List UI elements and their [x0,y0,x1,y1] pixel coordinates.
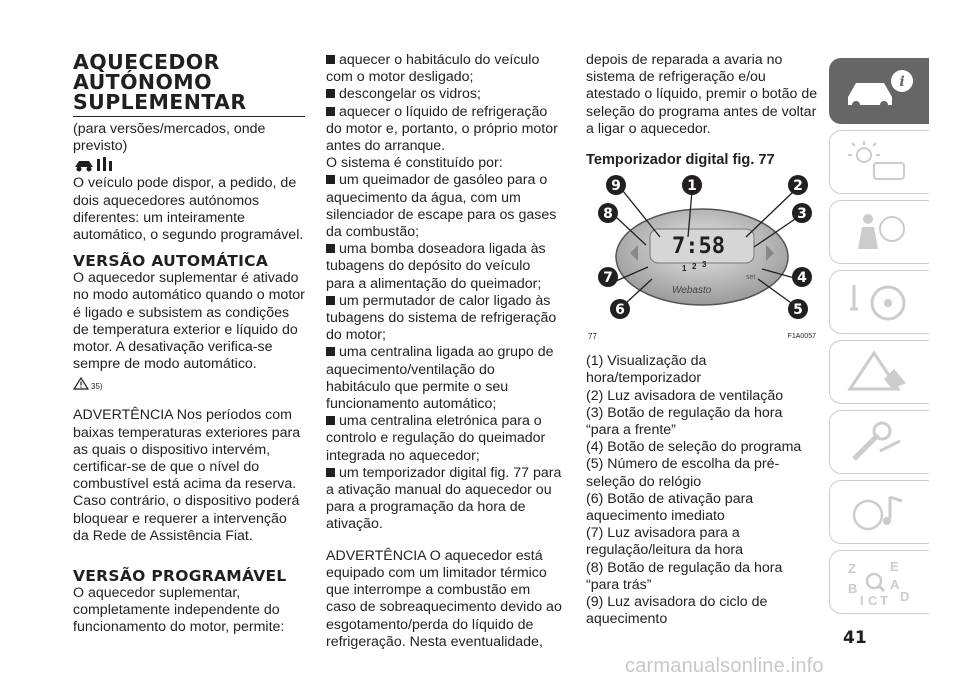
chapter-tabs [829,58,929,620]
heading-timer: Temporizador digital fig. 77 [586,152,775,169]
car-info-icon [844,67,916,117]
legend-item: (3) Botão de regulação da hora “para a frente” [586,404,783,439]
paragraph: depois de reparada a avaria no sistema de refrigeração e/ou atestado o líquido, premir o botão de seleção do programa antes de voltar a ligar o aquecedor. [586,52,818,137]
bullet-icon [326,89,335,98]
page-number: 41 [843,628,867,648]
bullet-icon [326,175,335,184]
tab-maintenance[interactable] [829,410,929,474]
bullet-item: aquecer o habitáculo do veículo com o motor desligado; [326,52,540,86]
watermark-text: carmanualsonline.info [625,655,824,677]
steering-key-icon [844,279,916,327]
callout-7: 7 [603,270,613,287]
paragraph: O aquecedor suplementar é ativado no modo automático quando o motor é ligado e subsistem as condições de temperatura exterior e líquido do motor. A desativação verifica-se sempre de modo automático. [73,270,305,373]
warning-triangle-icon [73,377,89,390]
display-time: 7:58 [672,234,725,260]
legend-item: (4) Botão de seleção do programa [586,439,802,456]
bullet-item: aquecer o líquido de refrigeração do motor e, portanto, o próprio motor antes do arranque. [326,103,558,155]
bullet-icon [326,55,335,64]
tab-starting[interactable] [829,270,929,334]
airbag-safety-icon [844,209,916,257]
callout-3: 3 [797,206,807,223]
multimedia-icon [844,489,916,537]
tab-index[interactable] [829,550,929,614]
callout-8: 8 [603,206,613,223]
warning-road-icon [844,349,916,397]
bullet-icon [326,244,335,253]
column-right [586,52,818,628]
bullet-item: uma bomba doseadora ligada às tubagens do depósito do veículo para a alimentação do queimador; [326,241,546,292]
svg-text:Z: Z [848,561,856,576]
legend-item: (7) Luz avisadora para a regulação/leitura da hora [586,525,743,559]
legend-item: (6) Botão de ativação para aquecimento imediato [586,490,754,525]
column-middle [326,52,562,651]
paragraph: O aquecedor suplementar, completamente independente do funcionamento do motor, permite: [73,585,285,636]
index-letters-icon [844,559,916,609]
legend-item: (5) Número de escolha da pré-seleção do relógio [586,456,780,490]
callout-9: 9 [611,178,621,195]
tab-multimedia[interactable] [829,480,929,544]
bullet-item: um permutador de calor ligado às tubagens do sistema de refrigeração do motor; [326,292,557,344]
svg-text:I: I [860,593,864,608]
bullet-item: descongelar os vidros; [326,86,562,103]
brand-logo: Webasto [672,285,712,297]
bullet-item: uma centralina ligada ao grupo de aquecimento/ventilação do habitáculo que permite o seu funcionamento automático; [326,344,554,413]
svg-text:B: B [848,581,858,596]
warning-paragraph: ADVERTÊNCIA Nos períodos com baixas temperaturas exteriores para as quais o dispositivo intervém, certificar-se de que o nível do combustível está acima da reserva. Caso contrário, o dispositivo poderá bloquear e requerer a intervenção da Rede de Assistência Fiat. [73,407,301,544]
svg-text:E: E [890,559,899,574]
tab-dashboard[interactable] [829,130,929,194]
paragraph: O veículo pode dispor, a pedido, de dois aquecedores autónomos diferentes: um inteiramente automático, o segundo programável. [73,175,304,244]
warning-ref-number: 35) [91,382,103,392]
callout-1: 1 [687,178,697,195]
svg-text:D: D [900,589,910,604]
webasto-timer-illustration [586,175,818,335]
display-digit-1: 1 [682,264,687,274]
bullet-item: uma centralina eletrónica para o controlo e regulação do queimador integrada no aquecedor; [326,413,546,464]
bullet-icon [326,296,335,305]
title-line: AQUECEDOR [73,50,220,74]
svg-text:A: A [890,577,900,592]
tab-safety[interactable] [829,200,929,264]
bullet-icon [326,347,335,356]
display-digit-3: 3 [702,260,707,270]
timer-figure [586,175,818,345]
bullet-item: um queimador de gasóleo para o aquecimento da água, com um silenciador de escape para os gases da combustão; [326,172,557,241]
service-wrench-icon [844,419,916,467]
svg-text:i: i [899,74,905,90]
figure-code: F1A0057 [787,333,816,341]
display-digit-2: 2 [692,262,697,272]
warning-paragraph: ADVERTÊNCIA O aquecedor está equipado com um limitador térmico que interrompe a combustão em caso de sobreaquecimento devido ao esgotamento/perda do líquido de refrigeração. Nesta eventualidade, [326,547,562,650]
paragraph: O sistema é constituído por: [326,155,503,172]
callout-4: 4 [797,270,807,287]
figure-number: 77 [588,332,597,342]
tab-car-info[interactable] [829,58,929,124]
legend-item: (2) Luz avisadora de ventilação [586,387,784,404]
legend-item: (8) Botão de regulação da hora “para trás” [586,559,783,593]
svg-text:T: T [880,593,888,608]
title-line: SUPLEMENTAR [73,92,305,117]
callout-2: 2 [793,178,803,195]
svg-text:C: C [868,593,878,608]
heading-automatic: VERSÃO AUTOMÁTICA [73,252,269,271]
version-icon [73,155,305,175]
heading-programmable: VERSÃO PROGRAMÁVEL [73,567,287,586]
callout-5: 5 [793,302,803,319]
warning-reference [73,373,305,399]
dashboard-lights-icon [844,139,916,187]
legend-item: (9) Luz avisadora do ciclo de aquecimento [586,594,768,628]
bullet-icon [326,468,335,477]
title-line: AUTÓNOMO [73,70,212,94]
intro-text: (para versões/mercados, onde previsto) [73,121,266,155]
tab-emergency[interactable] [829,340,929,404]
set-label: set [746,274,756,282]
bullet-item: um temporizador digital fig. 77 para a ativação manual do aquecedor ou para a programação da hora de ativação. [326,464,562,533]
section-title [73,52,305,117]
bullet-icon [326,416,335,425]
bullet-icon [326,107,335,116]
column-left [73,52,305,637]
legend-item: (1) Visualização da hora/temporizador [586,353,707,387]
callout-6: 6 [615,302,625,319]
